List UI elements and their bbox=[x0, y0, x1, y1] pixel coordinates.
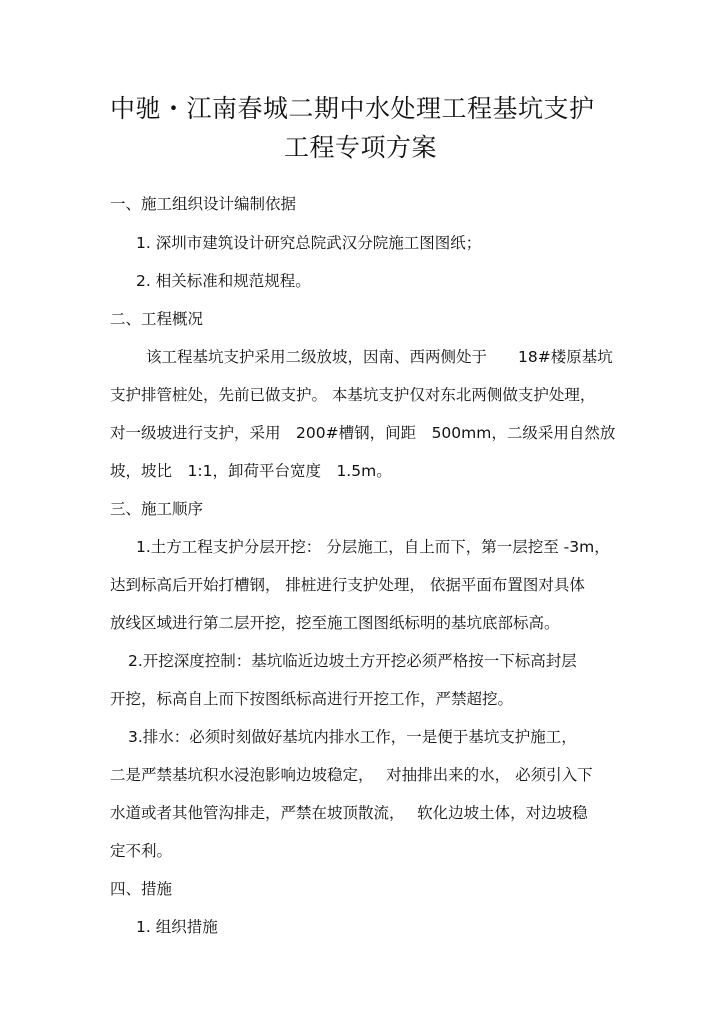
section-heading-basis: 一、施工组织设计编制依据 bbox=[110, 195, 297, 213]
paragraph-sequence-1-line-2: 达到标高后开始打槽钢， 排桩进行支护处理， 依据平面布置图对具体 bbox=[110, 576, 585, 594]
document-title-line-2: 工程专项方案 bbox=[284, 133, 438, 162]
paragraph-sequence-3-line-1: 3.排水：必须时刻做好基坑内排水工作，一是便于基坑支护施工， bbox=[128, 728, 577, 746]
paragraph-overview-line-3: 对一级坡进行支护，采用 200#槽钢，间距 500mm，二级采用自然放 bbox=[110, 424, 616, 442]
section-heading-measures: 四、措施 bbox=[110, 880, 173, 898]
paragraph-sequence-1-line-1: 1.土方工程支护分层开挖： 分层施工，自上而下，第一层挖至 -3m， bbox=[136, 538, 610, 556]
paragraph-sequence-3-line-3: 水道或者其他管沟排走，严禁在坡顶散流， 软化边坡土体，对边坡稳 bbox=[110, 804, 588, 822]
paragraph-overview-line-1: 该工程基坑支护采用二级放坡，因南、西两侧处于 18#楼原基坑 bbox=[146, 348, 613, 366]
paragraph-sequence-3-line-2: 二是严禁基坑积水浸泡影响边坡稳定， 对抽排出来的水， 必须引入下 bbox=[110, 766, 593, 784]
document-title-line-1: 中驰・江南春城二期中水处理工程基坑支护 bbox=[110, 94, 595, 123]
paragraph-sequence-1-line-3: 放线区域进行第二层开挖，挖至施工图图纸标明的基坑底部标高。 bbox=[110, 614, 560, 632]
section-heading-overview: 二、工程概况 bbox=[110, 310, 204, 328]
paragraph-sequence-2-line-1: 2.开挖深度控制：基坑临近边坡土方开挖必须严格按一下标高封层 bbox=[128, 652, 577, 670]
list-item-basis-2: 2. 相关标准和规范规程。 bbox=[136, 272, 311, 290]
paragraph-overview-line-4: 坡，坡比 1:1，卸荷平台宽度 1.5m。 bbox=[110, 462, 392, 480]
list-item-measures-1: 1. 组织措施 bbox=[136, 918, 218, 936]
paragraph-sequence-3-line-4: 定不利。 bbox=[110, 842, 173, 860]
paragraph-overview-line-2: 支护排管桩处，先前已做支护。 本基坑支护仅对东北两侧做支护处理， bbox=[110, 386, 596, 404]
paragraph-sequence-2-line-2: 开挖，标高自上而下按图纸标高进行开挖工作，严禁超挖。 bbox=[110, 690, 514, 708]
section-heading-sequence: 三、施工顺序 bbox=[110, 500, 204, 518]
list-item-basis-1: 1. 深圳市建筑设计研究总院武汉分院施工图图纸； bbox=[136, 234, 482, 252]
